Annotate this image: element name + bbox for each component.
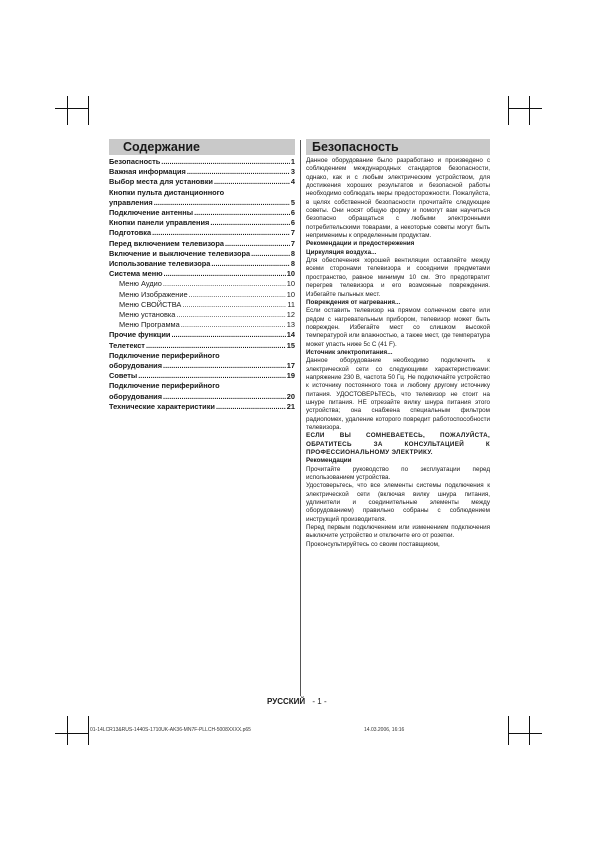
table-of-contents [109, 157, 295, 412]
toc-entry-title: Важная информация [109, 167, 186, 177]
toc-entry [109, 269, 295, 279]
safety-body [306, 157, 490, 549]
safety-paragraph: Прочитайте руководство по эксплуатации перед использованием устройства. [306, 465, 490, 482]
toc-entry-title: Использование телевизора [109, 259, 211, 269]
toc-entry [109, 310, 295, 320]
page-footer [267, 697, 327, 706]
safety-subheading: Рекомендации и предостережения [306, 240, 415, 248]
toc-leader-dots [163, 279, 286, 289]
toc-entry-page: 3 [290, 167, 295, 177]
crop-mark-bottom-left-h [55, 733, 89, 734]
crop-mark-bottom-left-v2 [88, 716, 89, 745]
toc-entry-title: оборудования [109, 391, 163, 401]
safety-paragraph: Проконсультируйтесь со своим поставщиком, [306, 540, 440, 548]
safety-subheading: Циркуляция воздуха... [306, 248, 377, 256]
toc-leader-dots [146, 341, 286, 351]
toc-entry-page: 13 [286, 320, 295, 330]
safety-subheading: ЕСЛИ ВЫ СОМНЕВАЕТЕСЬ, ПОЖАЛУЙСТА, ОБРАТИТЕСЬ ЗА КОНСУЛЬТАЦИЕЙ К ПРОФЕССИОНАЛЬНОМУ ЭЛЕКТРИКУ. [306, 432, 490, 457]
toc-leader-dots [138, 371, 286, 381]
toc-entry-page: 12 [286, 310, 295, 320]
safety-paragraph: Удостоверьтесь, что все элементы системы подключения к электрической сети (включая вилку шнура питания, удлинители и соединительные элементы между оборудованием) правильно собраны с соблюдением инструкций производителя. [306, 482, 490, 523]
toc-leader-dots [214, 177, 290, 187]
toc-leader-dots [171, 330, 285, 340]
toc-leader-dots [211, 259, 290, 269]
safety-heading: Безопасность [312, 140, 399, 154]
toc-leader-dots [154, 198, 290, 208]
safety-paragraph: Перед первым подключением или изменением подключения выключите устройство и отключите его от розетки. [306, 524, 490, 540]
toc-entry-title: управления [109, 197, 153, 207]
toc-entry-page: 1 [290, 157, 295, 166]
toc-entry [109, 208, 295, 218]
toc-entry-title: Система меню [109, 269, 163, 279]
toc-heading: Содержание [123, 140, 201, 154]
toc-entry-title: Перед включением телевизора [109, 238, 224, 248]
toc-entry-title: Кнопки панели управления [109, 218, 210, 228]
safety-header-bar [306, 139, 490, 155]
crop-mark-top-left-h [55, 108, 89, 109]
toc-entry-page: 8 [290, 259, 295, 269]
toc-leader-dots [163, 392, 286, 402]
toc-entry [109, 330, 295, 340]
print-timestamp: 14.03.2006, 16:16 [364, 727, 405, 733]
crop-mark-top-right-v2 [529, 96, 530, 125]
crop-mark-bottom-right-v1 [508, 716, 509, 745]
crop-mark-bottom-left-v1 [67, 716, 68, 745]
safety-paragraph: Для обеспечения хорошей вентиляции оставляйте между всеми сторонами телевизора и соседними предметами пространство, равное минимум 10 см. Это предотвратит перегрев телевизора и его возможные повреждения. Избегайте пыльных мест. [306, 257, 490, 298]
toc-entry [109, 218, 295, 228]
crop-mark-top-right-h [508, 108, 542, 109]
safety-paragraph: Данное оборудование необходимо подключить к электрической сети со следующими характеристиками: напряжение 230 В, частота 50 Гц. Не подключайте устройство к источнику постоянного тока и любому другому источнику питания. УДОСТОВЕРЬТЕСЬ, что телевизор не стоит на шнуре питания. НЕ отрезайте вилку шнура питания этого устройства; она снабжена специальным фильтром радиопомех, удаление которого повредит работоспособности телевизора. [306, 357, 490, 431]
safety-paragraph: Если оставить телевизор на прямом солнечном свете или рядом с нагревательным прибором, телевизор может быть поврежден. Избегайте мест со слишком высокой температурой или влажностью, а также мест, где температура может упасть ниже 5с С (41 F). [306, 307, 490, 348]
toc-leader-dots [225, 239, 290, 249]
toc-leader-dots [187, 167, 290, 177]
toc-entry-title: Меню СВОЙСТВА [119, 299, 182, 309]
toc-entry-title: Подключение антенны [109, 208, 194, 218]
toc-entry-page: 8 [290, 248, 295, 258]
toc-entry-title: Подготовка [109, 228, 152, 238]
toc-entry-title: Меню Изображение [119, 289, 188, 299]
safety-subheading: Рекомендации [306, 457, 352, 465]
toc-entry-page: 10 [286, 279, 295, 289]
toc-entry-title: Технические характеристики [109, 401, 215, 411]
toc-entry [109, 381, 295, 391]
toc-entry-page: 10 [286, 269, 295, 279]
toc-entry [109, 157, 295, 167]
toc-entry [109, 341, 295, 351]
print-filename: 01-14LCR13&RUS-1440S-1710UK-AK36-MN7F-PLLCH-5008XXXX.p65 [90, 727, 251, 733]
toc-leader-dots [194, 208, 290, 218]
toc-entry [109, 249, 295, 259]
toc-leader-dots [182, 300, 286, 310]
toc-leader-dots [164, 269, 286, 279]
toc-entry-page: 11 [287, 299, 295, 309]
toc-entry-title: Подключение периферийного [109, 381, 220, 391]
toc-entry [109, 167, 295, 177]
toc-entry-page: 21 [286, 401, 295, 411]
toc-entry [109, 279, 295, 289]
toc-entry-title: оборудования [109, 361, 163, 371]
crop-mark-top-left-v1 [67, 96, 68, 125]
toc-leader-dots [251, 249, 290, 259]
toc-entry-title: Включение и выключение телевизора [109, 248, 251, 258]
toc-entry-page: 15 [286, 340, 295, 350]
toc-leader-dots [216, 402, 286, 412]
toc-entry [109, 371, 295, 381]
toc-entry [109, 177, 295, 187]
toc-entry [109, 402, 295, 412]
toc-entry-page: 6 [290, 208, 295, 218]
toc-entry [109, 239, 295, 249]
toc-entry [109, 259, 295, 269]
toc-entry [109, 351, 295, 361]
toc-entry-page: 7 [290, 228, 295, 238]
toc-entry-title: Советы [109, 371, 138, 381]
crop-mark-top-left-v2 [88, 96, 89, 125]
toc-entry [109, 392, 295, 402]
toc-leader-dots [161, 157, 290, 167]
toc-entry-title: Выбор места для установки [109, 177, 213, 187]
toc-entry [109, 188, 295, 198]
toc-entry [109, 320, 295, 330]
toc-leader-dots [176, 310, 285, 320]
toc-entry-page: 19 [286, 371, 295, 381]
toc-entry-title: Меню установка [119, 310, 176, 320]
toc-entry-page: 10 [286, 289, 295, 299]
toc-leader-dots [210, 218, 290, 228]
column-divider [300, 140, 301, 696]
crop-mark-bottom-right-h [508, 733, 542, 734]
toc-entry-page: 17 [286, 361, 295, 371]
toc-entry-page: 4 [290, 177, 295, 187]
toc-entry-page: 6 [290, 218, 295, 228]
toc-entry [109, 290, 295, 300]
safety-subheading: Повреждения от нагревания... [306, 298, 401, 306]
footer-page-number: - 1 - [312, 697, 327, 706]
safety-paragraph: Данное оборудование было разработано и произведено с соблюдением международных стандартов безопасности, однако, как и с любым электрическим устройством, для достижения хороших результатов и безопасной работы необходимо соблюдать меры предосторожности. Пожалуйста, в целях собственной безопасности прочитайте следующие советы. Они носят общую форму и помогут вам научиться безопасно обращаться с любыми электронными потребительскими товарами, а некоторые советы могут быть неприменимы к определенным продуктам. [306, 157, 490, 240]
toc-entry-title: Телетекст [109, 340, 145, 350]
toc-header-bar [109, 139, 295, 155]
toc-entry-page: 20 [286, 391, 295, 401]
toc-leader-dots [189, 290, 286, 300]
toc-entry-page: 7 [290, 238, 295, 248]
toc-entry-title: Меню Аудио [119, 279, 162, 289]
crop-mark-top-right-v1 [508, 96, 509, 125]
toc-entry-title: Безопасность [109, 157, 161, 166]
toc-entry-title: Меню Программа [119, 320, 180, 330]
toc-entry-title: Кнопки пульта дистанционного [109, 187, 225, 197]
toc-entry [109, 198, 295, 208]
crop-mark-bottom-right-v2 [529, 716, 530, 745]
toc-entry-page: 5 [290, 197, 295, 207]
toc-leader-dots [163, 361, 286, 371]
toc-entry [109, 361, 295, 371]
toc-leader-dots [152, 228, 290, 238]
safety-subheading: Источник электропитания... [306, 348, 393, 356]
toc-entry [109, 228, 295, 238]
toc-entry-title: Подключение периферийного [109, 350, 220, 360]
toc-entry-title: Прочие функции [109, 330, 171, 340]
toc-entry-page: 14 [286, 330, 295, 340]
footer-language: РУССКИЙ [267, 697, 306, 706]
toc-entry [109, 300, 295, 310]
toc-leader-dots [181, 320, 286, 330]
